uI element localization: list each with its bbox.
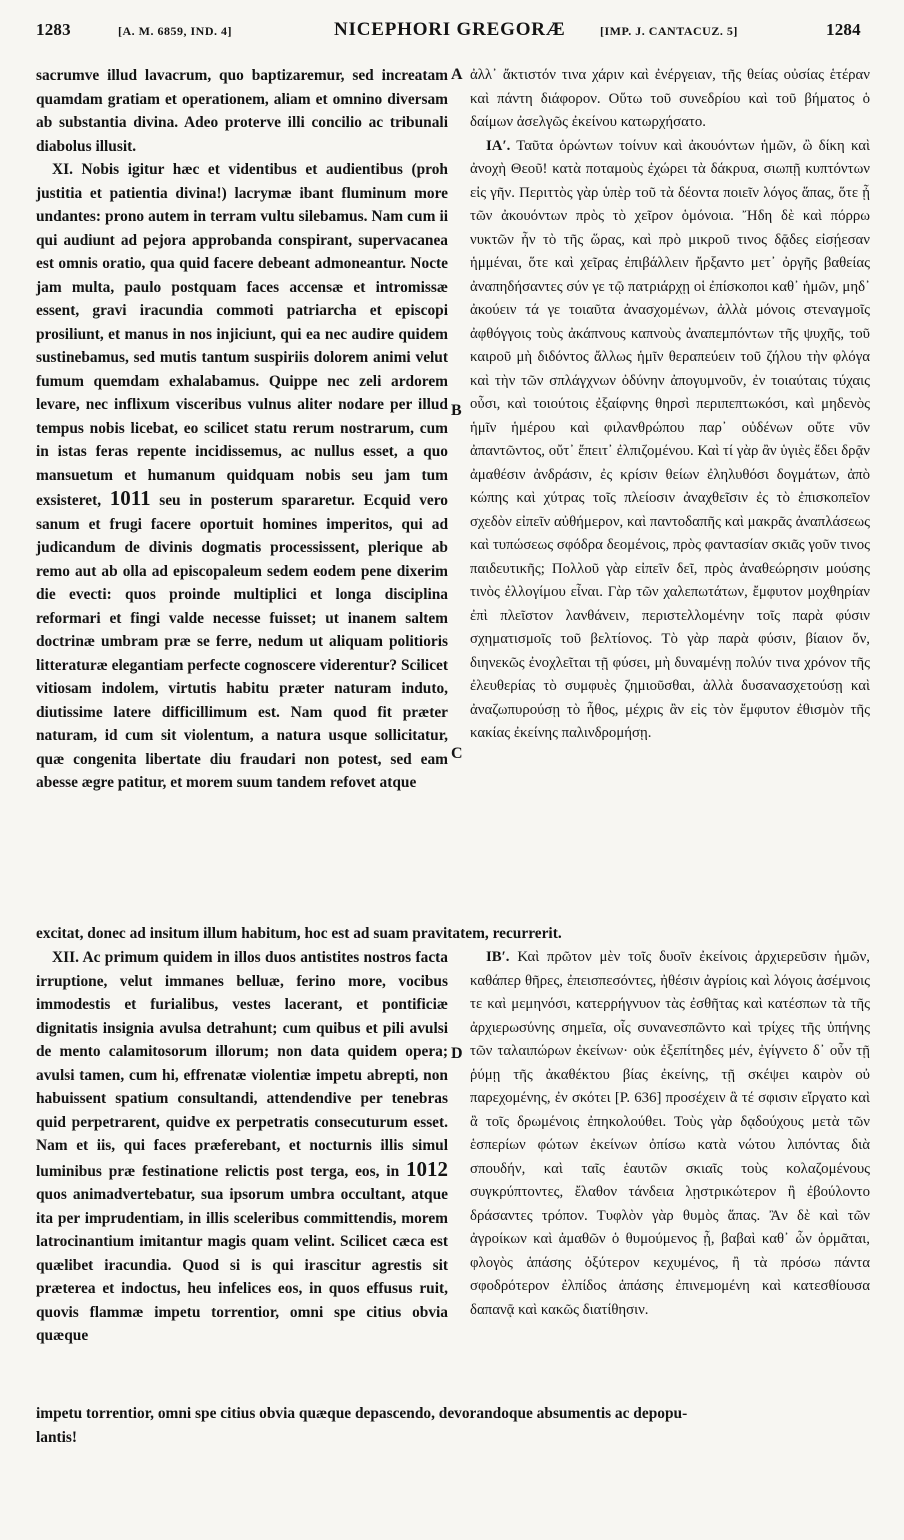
running-title: NICEPHORI GREGORÆ	[334, 19, 566, 40]
page-number-right: 1284	[826, 20, 861, 39]
latin-paragraph: sacrumve illud lavacrum, quo baptizaremur, sed increatam quamdam gratiam et operationem, aliam et omnino diversam ab substantia divina. Adeo proterve illi concilio ac tribunali diabolus illusit.	[36, 67, 448, 155]
margin-letter-b: B	[451, 402, 462, 419]
section-heading-xii: XII.	[52, 949, 79, 966]
greek-column-upper	[470, 64, 870, 904]
latin-text: seu in posterum spararetur. Ecquid vero sanum et frugi facere oportuit homines imperitos, qui ad judicandum de divinis dogmatis processissent, plerique ab remo aut ab olla ad episcopaleum sedem eodem pene dixerim die evecti: quos proinde multiplici et longa disciplina reformari et fingi valde necesse fuisset; ut inanem saltem doctrinæ umbram præ se ferre, nedum ut aliquam politioris litteraturæ elegantiam perfecte cognoscere viderentur? Scilicet vitiosam indolem, virtutis habitu præter naturam induto, diutissime latere difficillimum est. Nam quod fit præter naturam, id cum sit violentum, a natura usque sollicitatur, quæ congenita libertate diu fraudari non potest, sed eam abesse ægre patitur, et morem suum tandem refovet atque	[36, 492, 448, 791]
header-date-bracket: [A. M. 6859, IND. 4]	[118, 24, 232, 38]
section-heading-ib: ΙΒʹ.	[486, 949, 510, 965]
spanning-line-lower: impetu torrentior, omni spe citius obvia quæque depascendo, devorandoque absumentis ac depopu-	[36, 1405, 688, 1422]
greek-text: Ταῦτα ὁρώντων τοίνυν καὶ ἀκουόντων ἡμῶν, ὢ δίκη καὶ ἀνοχὴ Θεοῦ! κατὰ ποταμοὺς ἐχώρει τὰ δάκρυα, σιωπῇ κυπτόντων εἰς γῆν. Περιττὸς γὰρ ὑπὲρ τοῦ τὰ δέοντα ποιεῖν λόγος ἅπας, ὅτε ᾖ τῶν ἀκουόντων πρὸς τὸ χεῖρον ὁμόνοια. Ἤδη δὲ καὶ πόρρω νυκτῶν ἦν τὸ τῆς ὥρας, καὶ πρὸ μικροῦ τινος δᾷδες εἰσῄεσαν ἡμμέναι, ὅτε καὶ χεῖρας ἐπιβάλλειν ἤρξαντο μετ᾽ ὀργῆς βαθείας ἀναπηδήσαντες σύν γε τῷ πατριάρχῃ οἱ ἐπίσκοποι καθ᾽ ἡμῶν, μηδ᾽ ἀκούειν τά γε τοιαῦτα ἀνασχομένων, ἀλλὰ μόνοις στεναγμοῖς ἀφθόγγοις τοὺς ἀκάπνους καπνοὺς ἀναπεμπόντων τῆς ψυχῆς, τοῦ καιροῦ μὴ διδόντος ἄλλως ἡμῖν θεραπεύειν τοῦ ζήλου τὴν φλόγα καὶ τὴν τῶν σπλάγχνων ὀδύνην ἀπογυμνοῦν, ἐν τοιαύταις τύχαις οὖσι, καὶ τοιούτοις ἐξαίφνης θηρσὶ περιπεπτωκόσι, καὶ μηδενὸς ἡμῖν ἡμέρου καὶ φιλανθρώπου παρ᾽ οὐδένων οὔτε νῦν ἀπαντῶντος, οὔτ᾽ ἔπειτ᾽ ἐλπιζομένου. Καὶ τί γὰρ ἂν ὑγιὲς ἔδει δρᾷν ἀμαθέσιν ἀνδράσιν, ἐς κρίσιν θείων ἐληλυθόσι δογμάτων, ἀπὸ κώπης καὶ χύτρας τοῖς πλείοσιν ἀναχθεῖσιν ἐς τὸ ἐπισκοπεῖον σχεδὸν εἰπεῖν αὐθήμερον, καὶ παντοδαπῆς καὶ μακρᾶς ἀναπλάσεως καὶ τυπώσεως σφόδρα δεομένοις, πρὸς φαντασίαν σκιᾶς γοῦν τινος παιδευτικῆς; Πολλοῦ γὰρ εἰπεῖν δεῖ, πρὸς ἀναθεώρησιν μούσης τινὸς ἐλλογίμου εἶναι. Γὰρ τῶν χαλεπωτάτων, ἔμφυτον μοχθηρίαν ἐπὶ πλεῖστον λανθάνειν, περιστελλομένην τοῖς παρὰ φύσιν σχηματισμοῖς τοῦ βελτίονος. Τὸ γὰρ παρὰ φύσιν, βίαιον ὄν, διηνεκῶς ἐνοχλεῖται τῇ φύσει, μὴ δυναμένῃ πολύν τινα χρόνον τῆς ἐλευθερίας τὸ συμφυὲς ζημιοῦσθαι, ἀλλὰ δυσανασχετούσῃ καὶ ἀναζωπυρούσῃ τὸ ἦθος, μέχρις ἂν εἰς τὸν ἔμφυτον ἐθισμὸν τῆς κακίας ἐκείνης παλινδρομήσῃ.	[470, 137, 870, 741]
greek-text: Καὶ πρῶτον μὲν τοῖς δυοῖν ἐκείνοις ἀρχιερεῦσιν ἡμῶν, καθάπερ θῆρες, ἐπεισπεσόντες, ἠθέσιν ἀγρίοις καὶ λόγοις ἀσέμνοις τε καὶ μεμηνόσι, κατερρήγνυον τὰς ἐσθῆτας καὶ κατέσπων τὰ τῆς ἀρχιερωσύνης σημεῖα, οἷς συνανεσπῶντο καὶ τρίχες τῆς ὑπήνης τῶν ταλαιπώρων ἐκείνων· οὐκ ἐξεπίτηδες μέν, ἐγίγνετο δ᾽ οὖν τῇ ῥύμῃ τῆς ἀκαθέκτου βίας ἐκείνης, τῇ σκέψει καιρὸν οὐ παρεχομένης, ἐν σκότει	[470, 949, 870, 1106]
greek-text: προσέχειν ἃ τέ σφισιν εἴργατο καὶ ἃ τοῖς δρωμένοις ἐπηκολούθει. Τοὺς γὰρ δᾳδούχους μετὰ τῶν ἑσπερίων φώτων ἐκείνων ὀπίσω κατὰ νώτου λιπόντας διὰ σπουδήν, καὶ ταῖς ἑαυτῶν σκιαῖς τοὺς κολαζομένους συγκρύπτοντες, ἔλαθον τάνδεια λῃστρικώτερον ἢ ἐβούλοντο δράσαντες τρόπον. Τυφλὸν γὰρ θυμὸς ἅπας. Ἂν δὲ καὶ τῶν ἀγροίκων καὶ ἀμαθῶν ὁ θυμούμενος ᾖ, βαβαὶ καθ᾽ ὧν ὁρμᾶται, φλογὸς ἁπάσης ὀξύτερον κεχυμένος, ἢ τὰ πρόσω πάντα σφοδρότερον ἐλπίδος ἁπάσης ἐπινεμομένη καὶ κατεσθίουσα δαπανᾷ καὶ κακῶς διατίθησιν.	[470, 1090, 870, 1318]
column-number-1011: 1011	[109, 486, 151, 510]
margin-letter-d: D	[451, 1045, 463, 1062]
final-fragment: lantis!	[36, 1429, 78, 1446]
page-number-left: 1283	[36, 20, 71, 39]
greek-section-ia	[470, 135, 870, 746]
header-emperor-bracket: [IMP. J. CANTACUZ. 5]	[600, 24, 738, 38]
page-reference: [P. 636]	[614, 1090, 662, 1106]
greek-section-ib	[470, 946, 870, 1322]
greek-column-lower	[470, 946, 870, 1396]
greek-paragraph: ἀλλ᾽ ἄκτιστόν τινα χάριν καὶ ἐνέργειαν, τῆς θείας οὐσίας ἑτέραν καὶ πάντη διάφορον. Οὕτω τοῦ συνεδρίου καὶ τοῦ βήματος ὁ δαίμων ἀσελγῶς ἐκείνου κατωρχήσατο.	[470, 67, 870, 130]
section-heading-ia: ΙΑʹ.	[486, 137, 511, 154]
latin-section-xi	[36, 158, 448, 795]
latin-text: quos animadvertebatur, sua ipsorum umbra occultant, atque ita per imprudentiam, in illis sceleribus committendis, morem latrocinantium imitantur magis quam velint. Scilicet cæca est quælibet iracundia. Quod si is qui irascitur agrestis sit præterea et indoctus, heu infelices eos, in quos effusus ruit, quovis flammæ impetu torrentior, omni spe citius obvia quæque	[36, 1186, 448, 1344]
column-number-1012: 1012	[406, 1156, 448, 1181]
latin-column-lower	[36, 946, 448, 1396]
margin-letter-a: A	[451, 66, 463, 83]
latin-text: Nobis igitur hæc et videntibus et audientibus (proh justitia et patientia divina!) lacrymæ ibant fluminum more undantes: prono autem in terram vultu silebamus. Nam cum ii qui audiunt ad pejora approbanda conspirant, supervacanea est omnis oratio, qua quid facere debeant admoneantur. Nocte jam multa, paulo postquam faces accensæ et intromissæ essent, gravi iracundia commoti patriarcha et episcopi prosiliunt, et manus in nos injiciunt, qui ea nec audire quidem sustinebamus, sed mutis tantum suspiriis dolorem animi velut fumum quemdam exhalabamus. Quippe nec zeli ardorem levare, nec inflixum visceribus vulnus aliter nodare per illud tempus nobis licebat, eo scilicet statu rerum nostrarum, cum in istas feras repente incidissemus, ac nullus esset, a quo mansuetum et humanum quidquam nobis seu jam tum exsisteret,	[36, 161, 448, 509]
latin-column-upper	[36, 64, 448, 904]
latin-text: Ac primum quidem in illos duos antistites nostros facta irruptione, velut immanes belluæ, ferino more, vocibus immodestis et furialibus, vestes lacerant, et pontificiæ dignitatis insignia avulsa detrahunt; cum quibus et pili avulsi de mento calamitosorum illorum; non data quidem opera; avulsi tamen, cum hi, effrenatæ violentiæ impetu abrepti, non habuissent spatium consultandi, attendendive per tenebras quid perpetrarent, quidve ex perpetratis consecuturum esset. Nam et iis, qui faces præferebant, et nocturnis illis simul luminibus præ festinatione relictis post terga, eos, in	[36, 949, 448, 1180]
section-heading-xi: XI.	[52, 161, 73, 178]
latin-section-xii	[36, 946, 448, 1348]
spanning-line-upper: excitat, donec ad insitum illum habitum, hoc est ad suam pravitatem, recurrerit.	[36, 925, 562, 942]
margin-letter-c: C	[451, 745, 463, 762]
